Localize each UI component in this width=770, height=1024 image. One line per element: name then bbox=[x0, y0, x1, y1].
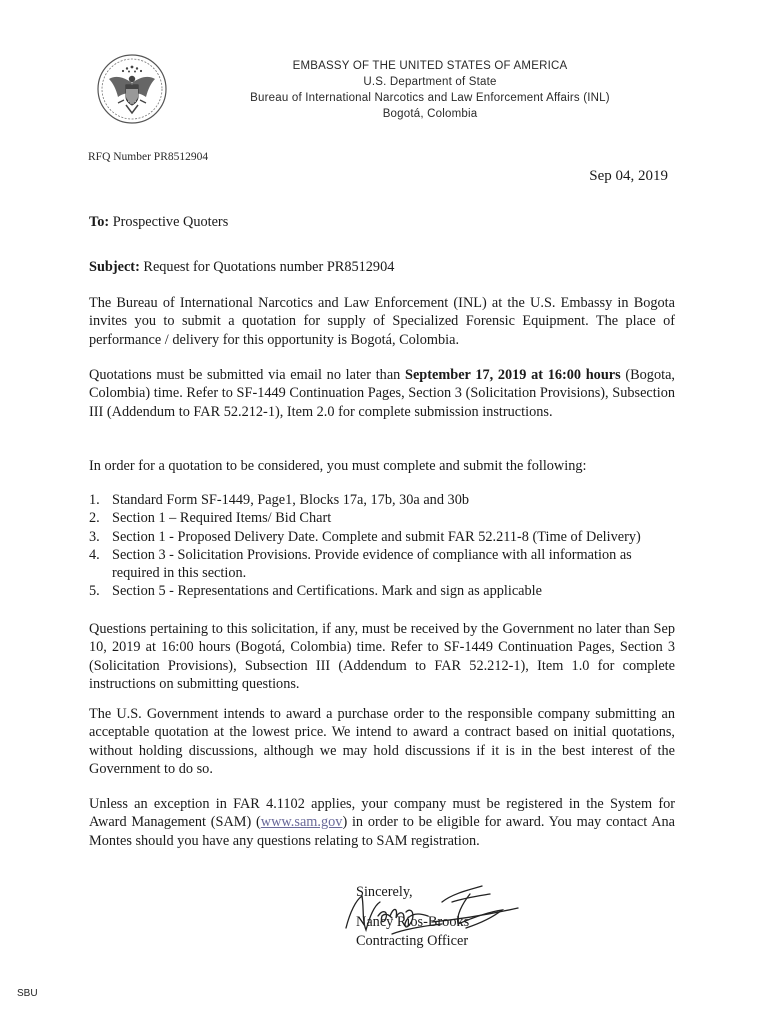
deadline-date: September 17, 2019 at 16:00 hours bbox=[405, 367, 621, 383]
list-item-text: Section 5 - Representations and Certifications. Mark and sign as applicable bbox=[112, 583, 542, 600]
list-item-number: 2. bbox=[89, 510, 100, 527]
sam-text-before: Unless an exception in FAR 4.1102 applies, your company must be registered in the System for Award Management (SAM) ( bbox=[89, 796, 675, 831]
letterhead bbox=[180, 58, 680, 122]
list-item bbox=[89, 509, 677, 527]
list-item-text: Section 3 - Solicitation Provisions. Provide evidence of compliance with all information as required in this section. bbox=[112, 546, 632, 582]
list-item-number: 3. bbox=[89, 528, 100, 545]
list-item-text: Section 1 – Required Items/ Bid Chart bbox=[112, 510, 332, 527]
letter-date: Sep 04, 2019 bbox=[589, 168, 668, 184]
sam-registration-paragraph bbox=[89, 795, 675, 850]
letterhead-department: U.S. Department of State bbox=[363, 76, 497, 88]
subject-line bbox=[89, 258, 675, 276]
questions-paragraph: Questions pertaining to this solicitation, if any, must be received by the Government no later than Sep 10, 2019 at 16:00 hours (Bogotá, Colombia) time. Refer to SF-1449 Continuation Pages, Section 3 (Solicitation Provisions), Subsection III (Addendum to FAR 52.212-1), Item 1.0 for complete instructions on submitting questions. bbox=[89, 621, 675, 692]
list-item bbox=[89, 546, 677, 583]
embassy-seal-icon bbox=[96, 53, 168, 125]
letterhead-bureau: Bureau of International Narcotics and Law Enforcement Affairs (INL) bbox=[250, 92, 610, 104]
list-item bbox=[89, 528, 677, 546]
letterhead-embassy: EMBASSY OF THE UNITED STATES OF AMERICA bbox=[292, 60, 568, 72]
to-label: To: bbox=[89, 214, 110, 230]
signer-title: Contracting Officer bbox=[356, 933, 469, 949]
subject-value: Request for Quotations number PR8512904 bbox=[139, 259, 395, 275]
sbu-marking: SBU bbox=[17, 988, 38, 999]
list-item-number: 1. bbox=[89, 492, 100, 508]
subject-label: Subject: bbox=[89, 259, 140, 275]
deadline-text-before: Quotations must be submitted via email no later than bbox=[89, 367, 405, 383]
handwritten-signature bbox=[332, 872, 532, 952]
deadline-text-after: (Bogota, Colombia) time. Refer to SF-1449 Continuation Pages, Section 3 (Solicitation Provisions), Subsection III (Addendum to FAR 52.212-1), Item 2.0 for complete submission instructions. bbox=[89, 367, 675, 420]
to-line bbox=[89, 213, 675, 231]
submission-deadline-paragraph bbox=[89, 366, 675, 421]
list-item-number: 4. bbox=[89, 546, 100, 563]
closing-salutation: Sincerely, bbox=[356, 884, 413, 900]
signer-name: Nancy Rios-Brooks bbox=[356, 914, 470, 930]
list-item-number: 5. bbox=[89, 583, 100, 600]
intro-paragraph: The Bureau of International Narcotics and Law Enforcement (INL) at the U.S. Embassy in Bogota invites you to submit a quotation for supply of Specialized Forensic Equipment. The place of performance / delivery for this opportunity is Bogotá, Colombia. bbox=[89, 295, 675, 348]
list-item bbox=[89, 491, 677, 509]
list-item-text: Section 1 - Proposed Delivery Date. Complete and submit FAR 52.211-8 (Time of Delivery) bbox=[112, 528, 641, 545]
award-paragraph: The U.S. Government intends to award a purchase order to the responsible company submitting an acceptable quotation at the lowest price. We intend to award a contract based on initial quotations, without holding discussions, although we may hold discussions if it is in the best interest of the Government to do so. bbox=[89, 706, 675, 777]
list-item bbox=[89, 582, 677, 600]
list-item-text: Standard Form SF-1449, Page1, Blocks 17a, 17b, 30a and 30b bbox=[112, 492, 469, 508]
sam-gov-link[interactable]: www.sam.gov bbox=[260, 814, 343, 831]
to-value: Prospective Quoters bbox=[109, 214, 229, 230]
letterhead-city: Bogotá, Colombia bbox=[382, 108, 478, 120]
requirements-list bbox=[89, 491, 677, 601]
rfq-number: RFQ Number PR8512904 bbox=[88, 151, 209, 163]
requirements-intro: In order for a quotation to be considered, you must complete and submit the following: bbox=[89, 458, 587, 474]
sam-text-after: ) in order to be eligible for award. You may contact Ana Montes should you have any questions relating to SAM registration. bbox=[89, 814, 676, 849]
